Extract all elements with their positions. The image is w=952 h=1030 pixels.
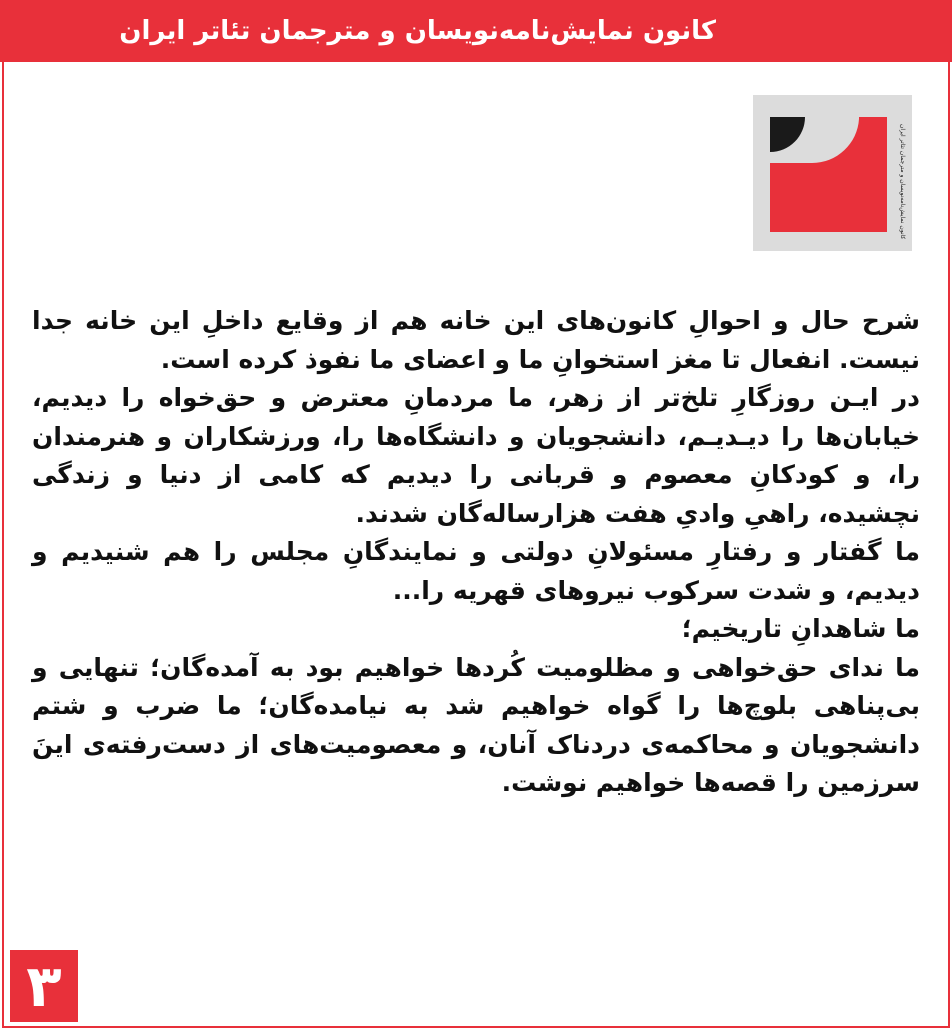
logo (753, 95, 912, 251)
page-number-badge: ۳ (10, 950, 78, 1022)
paragraph: ما گفتار و رفتارِ مسئولانِ دولتی و نمایندگانِ مجلس را هم شنیدیم و دیدیم، و شدت سرکوب نیروهای قهریه را... (32, 537, 920, 605)
header-title: کانون نمایش‌نامه‌نویسان و مترجمان تئاتر ایران (119, 16, 716, 46)
logo-caption: کانون نمایش‌نامه‌نویسان و مترجمان تئاتر ایران (899, 123, 906, 239)
body-text (32, 302, 920, 803)
paragraph: در ایـن روزگارِ تلخ‌تر از زهر، ما مردمانِ معترض و حق‌خواه را دیدیم، خیابان‌ها را دیـدیـم، دانشجویان و دانشگاه‌ها را، ورزشکاران و هنرمندان را، و کودکانِ معصوم و قربانی را دیدیم که کامی از دنیا و زندگی نچشیده، راهیِ وادیِ هفت هزارساله‌گان شدند. (32, 383, 920, 528)
paragraph: ما شاهدانِ تاریخیم؛ (681, 614, 920, 643)
header-bar (0, 0, 952, 62)
logo-mark-icon (753, 95, 912, 251)
paragraph: شرح حال و احوالِ کانون‌های این خانه هم از وقایع داخلِ این خانه جدا نیست. انفعال تا مغز استخوانِ ما و اعضای ما نفوذ کرده است. (32, 306, 920, 374)
paragraph: ما ندای حق‌خواهی و مظلومیت کُردها خواهیم بود به آمده‌گان؛ تنهایی و بی‌پناهی بلوچ‌ها را گواه خواهیم شد به نیامده‌گان؛ ما ضرب و شتم دانشجویان و محاکمه‌ی دردناک آنان، و معصومیت‌های از دست‌رفته‌ی اینَ سرزمین را قصه‌ها خواهیم نوشت. (32, 652, 920, 797)
